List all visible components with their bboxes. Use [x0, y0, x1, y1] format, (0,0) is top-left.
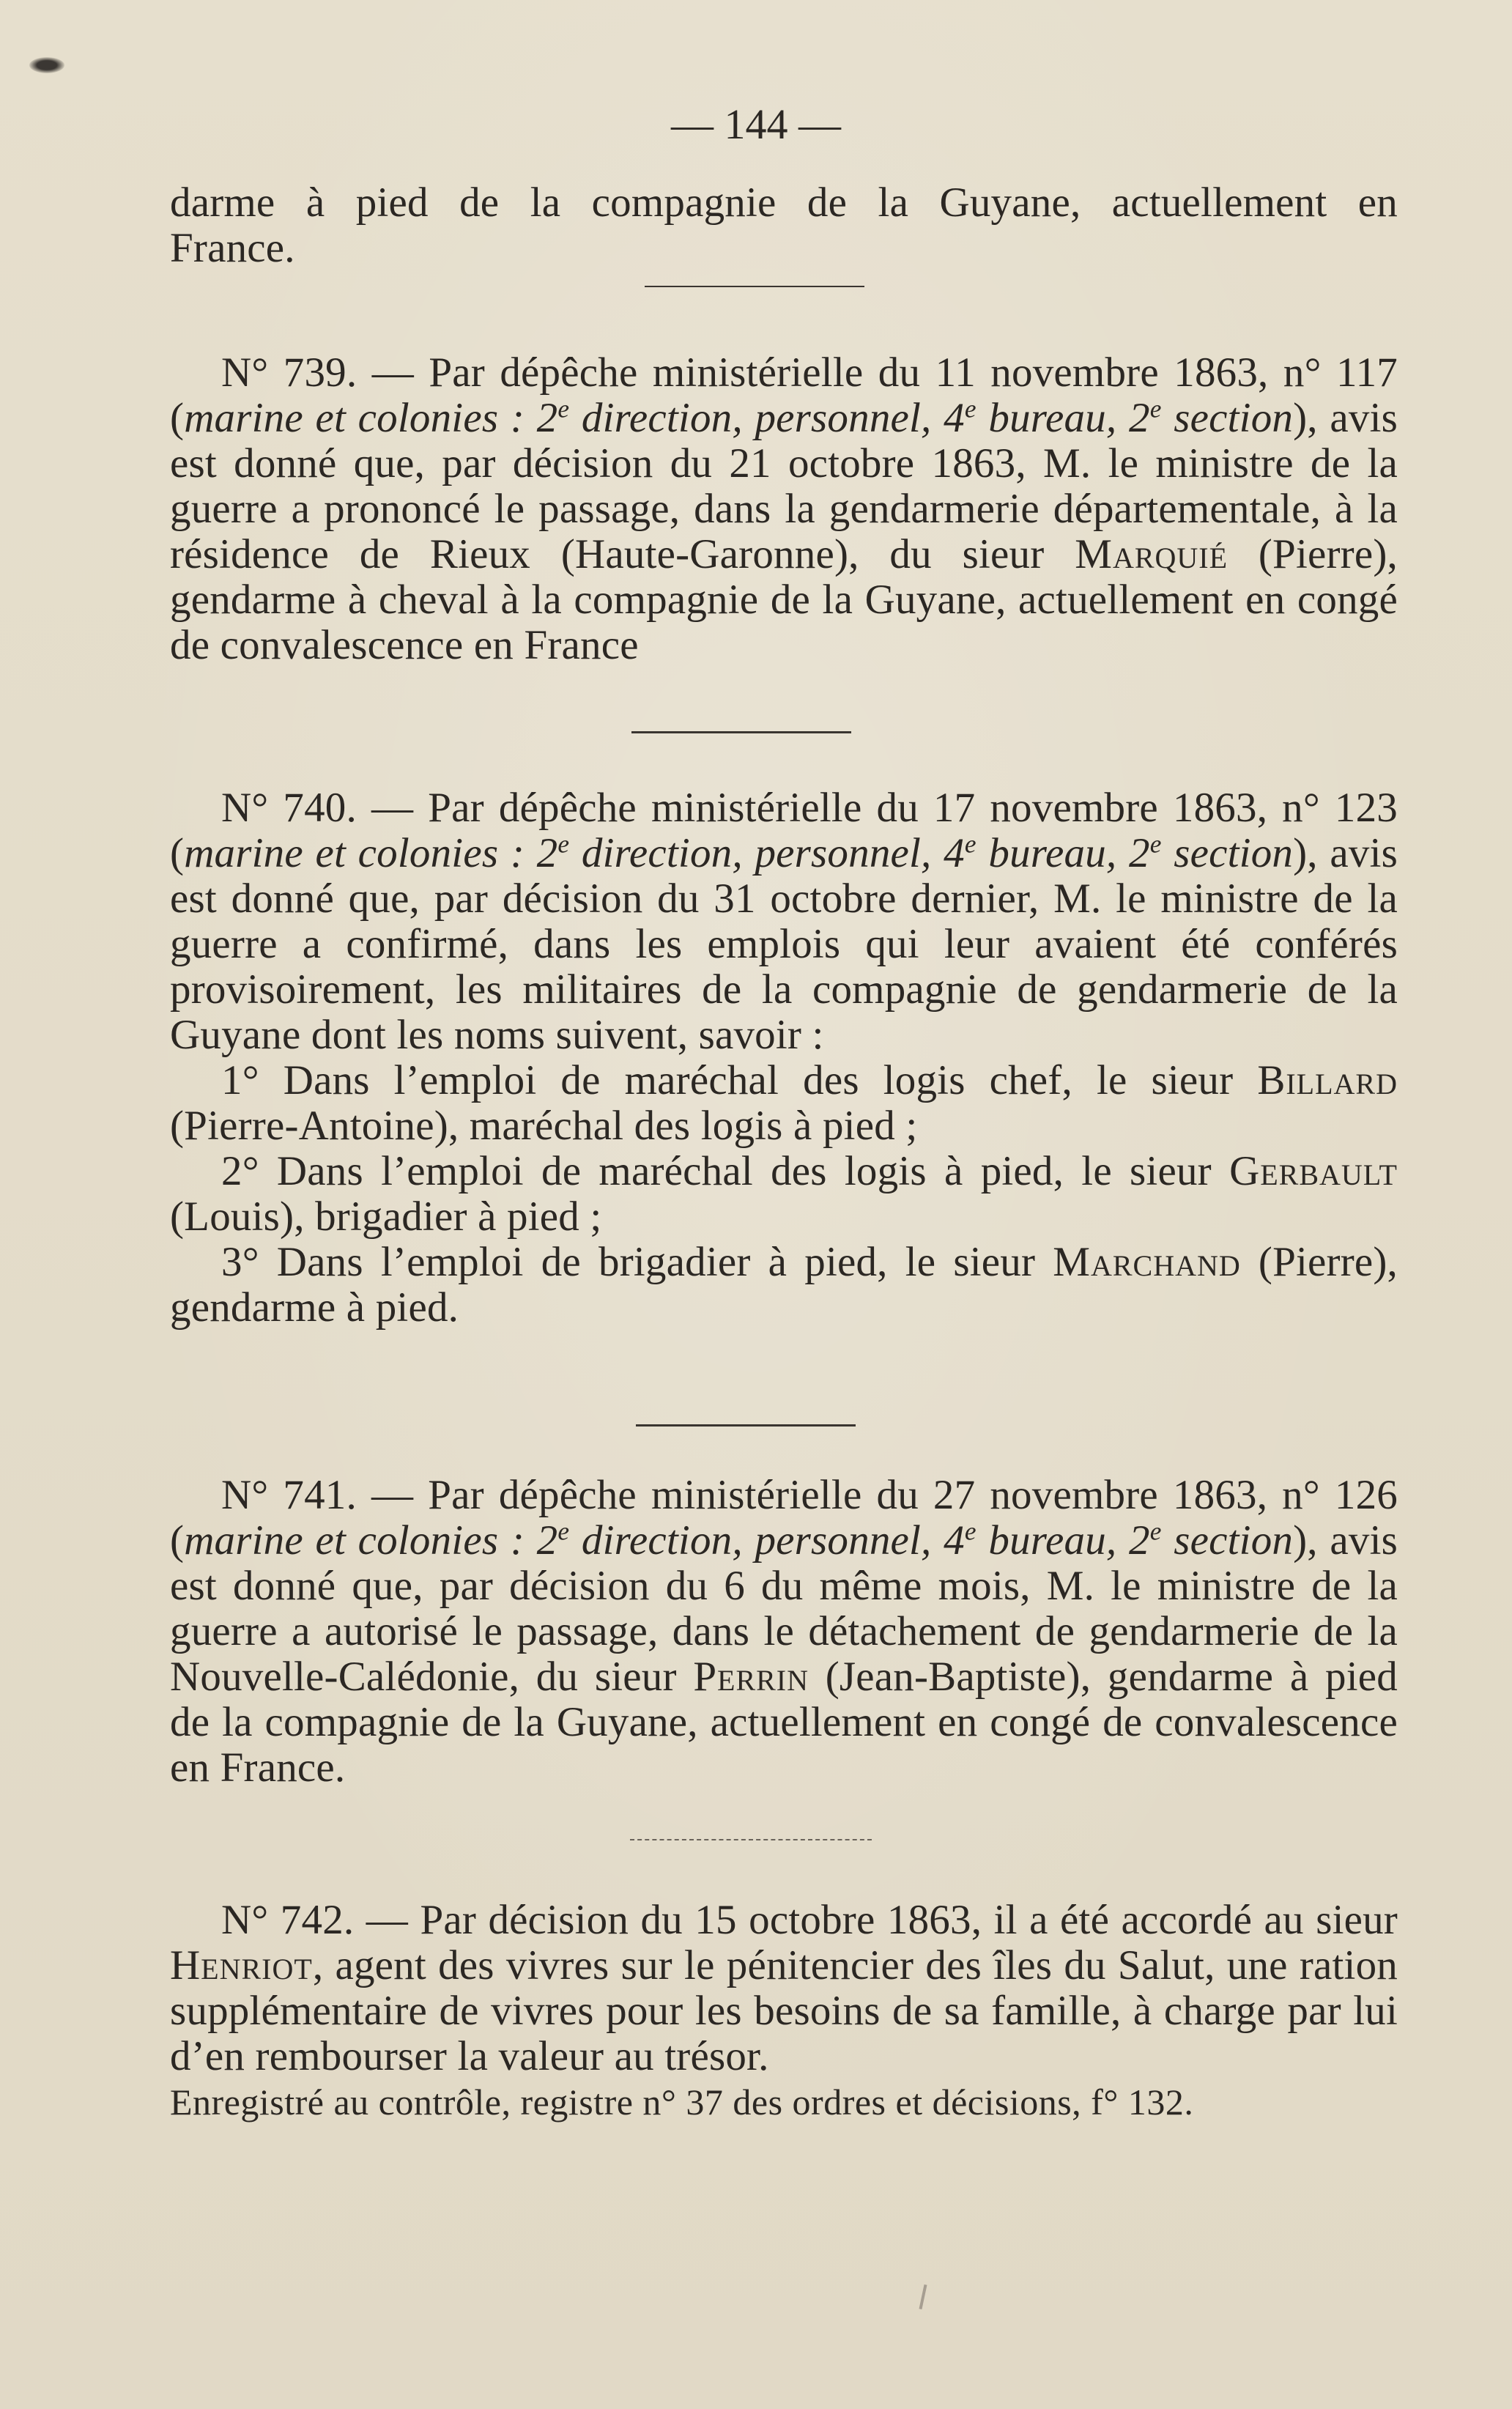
entry-number: N° 740.: [221, 785, 357, 831]
pencil-mark: [919, 2284, 927, 2309]
page-number: — 144 —: [671, 100, 841, 148]
entry-number: N° 742.: [221, 1897, 355, 1943]
continuation-paragraph: [170, 180, 1398, 271]
person-name: Perrin: [693, 1654, 809, 1700]
person-name: Henriot: [170, 1942, 313, 1988]
continuation-line-1: darme à pied de la compagnie de la Guyane, actuellement en: [170, 180, 1398, 226]
list-item-3: 3° Dans l’emploi de brigadier à pied, le sieur Marchand (Pierre), gendarme à pied.: [170, 1239, 1398, 1331]
entry-739: [170, 350, 1398, 668]
entry-742-paragraph: N° 742. — Par décision du 15 octobre 1863, il a été accordé au sieur Henriot, agent des vivres sur le pénitencier des îles du Salut, une ration supplémentaire de vivres pour les besoins de sa famille, à charge par lui d’en rembourser la valeur au trésor.: [170, 1897, 1398, 2079]
entry-740-paragraph: N° 740. — Par dépêche ministérielle du 17 novembre 1863, n° 123 (marine et colonies : 2e direction, personnel, 4e bureau, 2e section), avis est donné que, par décision du 31 octobre dernier, M. le ministre de la guerre a confirmé, dans les emplois qui leur avaient été conférés provisoirement, les militaires de la compagnie de gendarmerie de la Guyane dont les noms suivent, savoir :: [170, 785, 1398, 1058]
person-name: Marchand: [1053, 1239, 1241, 1285]
person-name: Billard: [1257, 1057, 1398, 1103]
separator-rule-1: [645, 286, 864, 287]
entry-741-paragraph: N° 741. — Par dépêche ministérielle du 27 novembre 1863, n° 126 (marine et colonies : 2e direction, personnel, 4e bureau, 2e section), avis est donné que, par décision du 6 du même mois, M. le ministre de la guerre a autorisé le passage, dans le détachement de gendarmerie de la Nouvelle-Calédonie, du sieur Perrin (Jean-Baptiste), gendarme à pied de la compagnie de la Guyane, actuellement en congé de convalescence en France.: [170, 1472, 1398, 1791]
separator-rule-4: [630, 1839, 872, 1840]
person-name: Gerbault: [1229, 1148, 1398, 1194]
list-item-2: 2° Dans l’emploi de maréchal des logis à pied, le sieur Gerbault (Louis), brigadier à pied ;: [170, 1148, 1398, 1240]
separator-rule-3: [636, 1424, 856, 1426]
separator-rule-2: [631, 731, 851, 733]
entry-number: N° 741.: [221, 1472, 357, 1518]
entry-741: [170, 1473, 1398, 1791]
entry-number: N° 739.: [221, 349, 357, 396]
continuation-line-2: France.: [170, 225, 295, 271]
person-name: Marquié: [1075, 531, 1228, 577]
entry-740: [170, 785, 1398, 1331]
list-item-1: 1° Dans l’emploi de maréchal des logis chef, le sieur Billard (Pierre-Antoine), maréchal des logis à pied ;: [170, 1057, 1398, 1149]
entry-739-paragraph: N° 739. — Par dépêche ministérielle du 11 novembre 1863, n° 117 (marine et colonies : 2e direction, personnel, 4e bureau, 2e section), avis est donné que, par décision du 21 octobre 1863, M. le ministre de la guerre a prononcé le passage, dans la gendarmerie départementale, à la résidence de Rieux (Haute-Garonne), du sieur Marquié (Pierre), gendarme à cheval à la compagnie de la Guyane, actuellement en congé de convalescence en France: [170, 349, 1398, 668]
ink-stain: [29, 57, 64, 73]
registration-note: Enregistré au contrôle, registre n° 37 des ordres et décisions, f° 132.: [170, 2081, 1194, 2123]
entry-742: [170, 1898, 1398, 2125]
